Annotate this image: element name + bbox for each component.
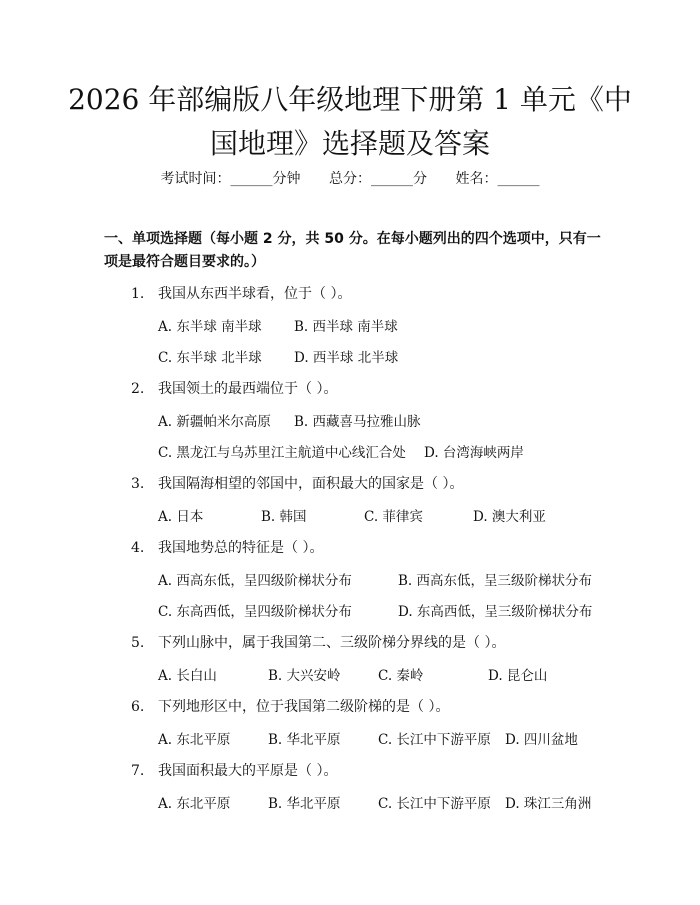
option-a: A. 东半球 南半球	[158, 319, 262, 335]
question-stem: 我国领土的最西端位于（ ）。	[158, 381, 338, 397]
option-b: B. 华北平原	[268, 796, 341, 812]
question-stem: 我国地势总的特征是（ ）。	[158, 540, 324, 556]
option-a: A. 东北平原	[158, 796, 231, 812]
question-number: 7.	[131, 763, 145, 779]
exam-name: 姓名：______	[455, 171, 540, 187]
question-stem: 我国隔海相望的邻国中，面积最大的国家是（ ）。	[158, 476, 464, 492]
question-number: 3.	[131, 476, 145, 492]
option-c: C. 长江中下游平原	[378, 732, 491, 748]
question-number: 5.	[131, 635, 145, 651]
question-number: 6.	[131, 699, 145, 715]
option-b: B. 韩国	[261, 509, 307, 525]
option-d: D. 昆仑山	[488, 668, 548, 684]
question-stem: 我国从东西半球看，位于（ ）。	[158, 286, 352, 302]
option-d: D. 澳大利亚	[473, 509, 546, 525]
question-number: 1.	[131, 286, 145, 302]
option-d: D. 东高西低，呈三级阶梯状分布	[398, 604, 593, 620]
option-b: B. 华北平原	[268, 732, 341, 748]
option-a: A. 西高东低，呈四级阶梯状分布	[158, 573, 352, 589]
option-d: D. 台湾海峡两岸	[424, 445, 524, 461]
question-stem: 下列地形区中，位于我国第二级阶梯的是（ ）。	[158, 699, 450, 715]
option-d: D. 珠江三角洲	[505, 796, 592, 812]
section-heading: 一、单项选择题（每小题 2 分，共 50 分。在每小题列出的四个选项中，只有一项是最符合题目要求的。）	[104, 231, 601, 270]
exam-time: 考试时间：______分钟	[160, 171, 301, 187]
option-a: A. 新疆帕米尔高原	[158, 414, 271, 430]
option-a: A. 日本	[158, 509, 204, 525]
question-stem: 下列山脉中，属于我国第二、三级阶梯分界线的是（ ）。	[158, 635, 506, 651]
option-a: A. 长白山	[158, 668, 217, 684]
option-c: C. 菲律宾	[364, 509, 423, 525]
question	[131, 760, 337, 780]
question-stem: 我国面积最大的平原是（ ）。	[158, 763, 338, 779]
question-number: 2.	[131, 381, 145, 397]
question	[131, 283, 351, 303]
option-c: C. 秦岭	[378, 668, 424, 684]
option-b: B. 大兴安岭	[268, 668, 341, 684]
option-a: A. 东北平原	[158, 732, 231, 748]
question	[131, 473, 463, 493]
exam-score: 总分：______分	[329, 171, 427, 187]
option-b: B. 西半球 南半球	[294, 319, 398, 335]
option-d: D. 四川盆地	[505, 732, 578, 748]
title-line-2: 国地理》选择题及答案	[209, 127, 490, 160]
option-b: B. 西藏喜马拉雅山脉	[294, 414, 421, 430]
option-c: C. 黑龙江与乌苏里江主航道中心线汇合处	[158, 445, 406, 461]
option-c: C. 东高西低，呈四级阶梯状分布	[158, 604, 352, 620]
question	[131, 537, 323, 557]
title-line-1: 2026 年部编版八年级地理下册第 1 单元《中	[68, 83, 632, 116]
option-c: C. 长江中下游平原	[378, 796, 491, 812]
question-number: 4.	[131, 540, 145, 556]
exam-meta	[0, 168, 700, 188]
question	[131, 632, 505, 652]
question	[131, 696, 449, 716]
option-d: D. 西半球 北半球	[294, 350, 399, 366]
option-b: B. 西高东低，呈三级阶梯状分布	[398, 573, 593, 589]
document-title	[50, 78, 650, 166]
option-c: C. 东半球 北半球	[158, 350, 262, 366]
question	[131, 378, 337, 398]
